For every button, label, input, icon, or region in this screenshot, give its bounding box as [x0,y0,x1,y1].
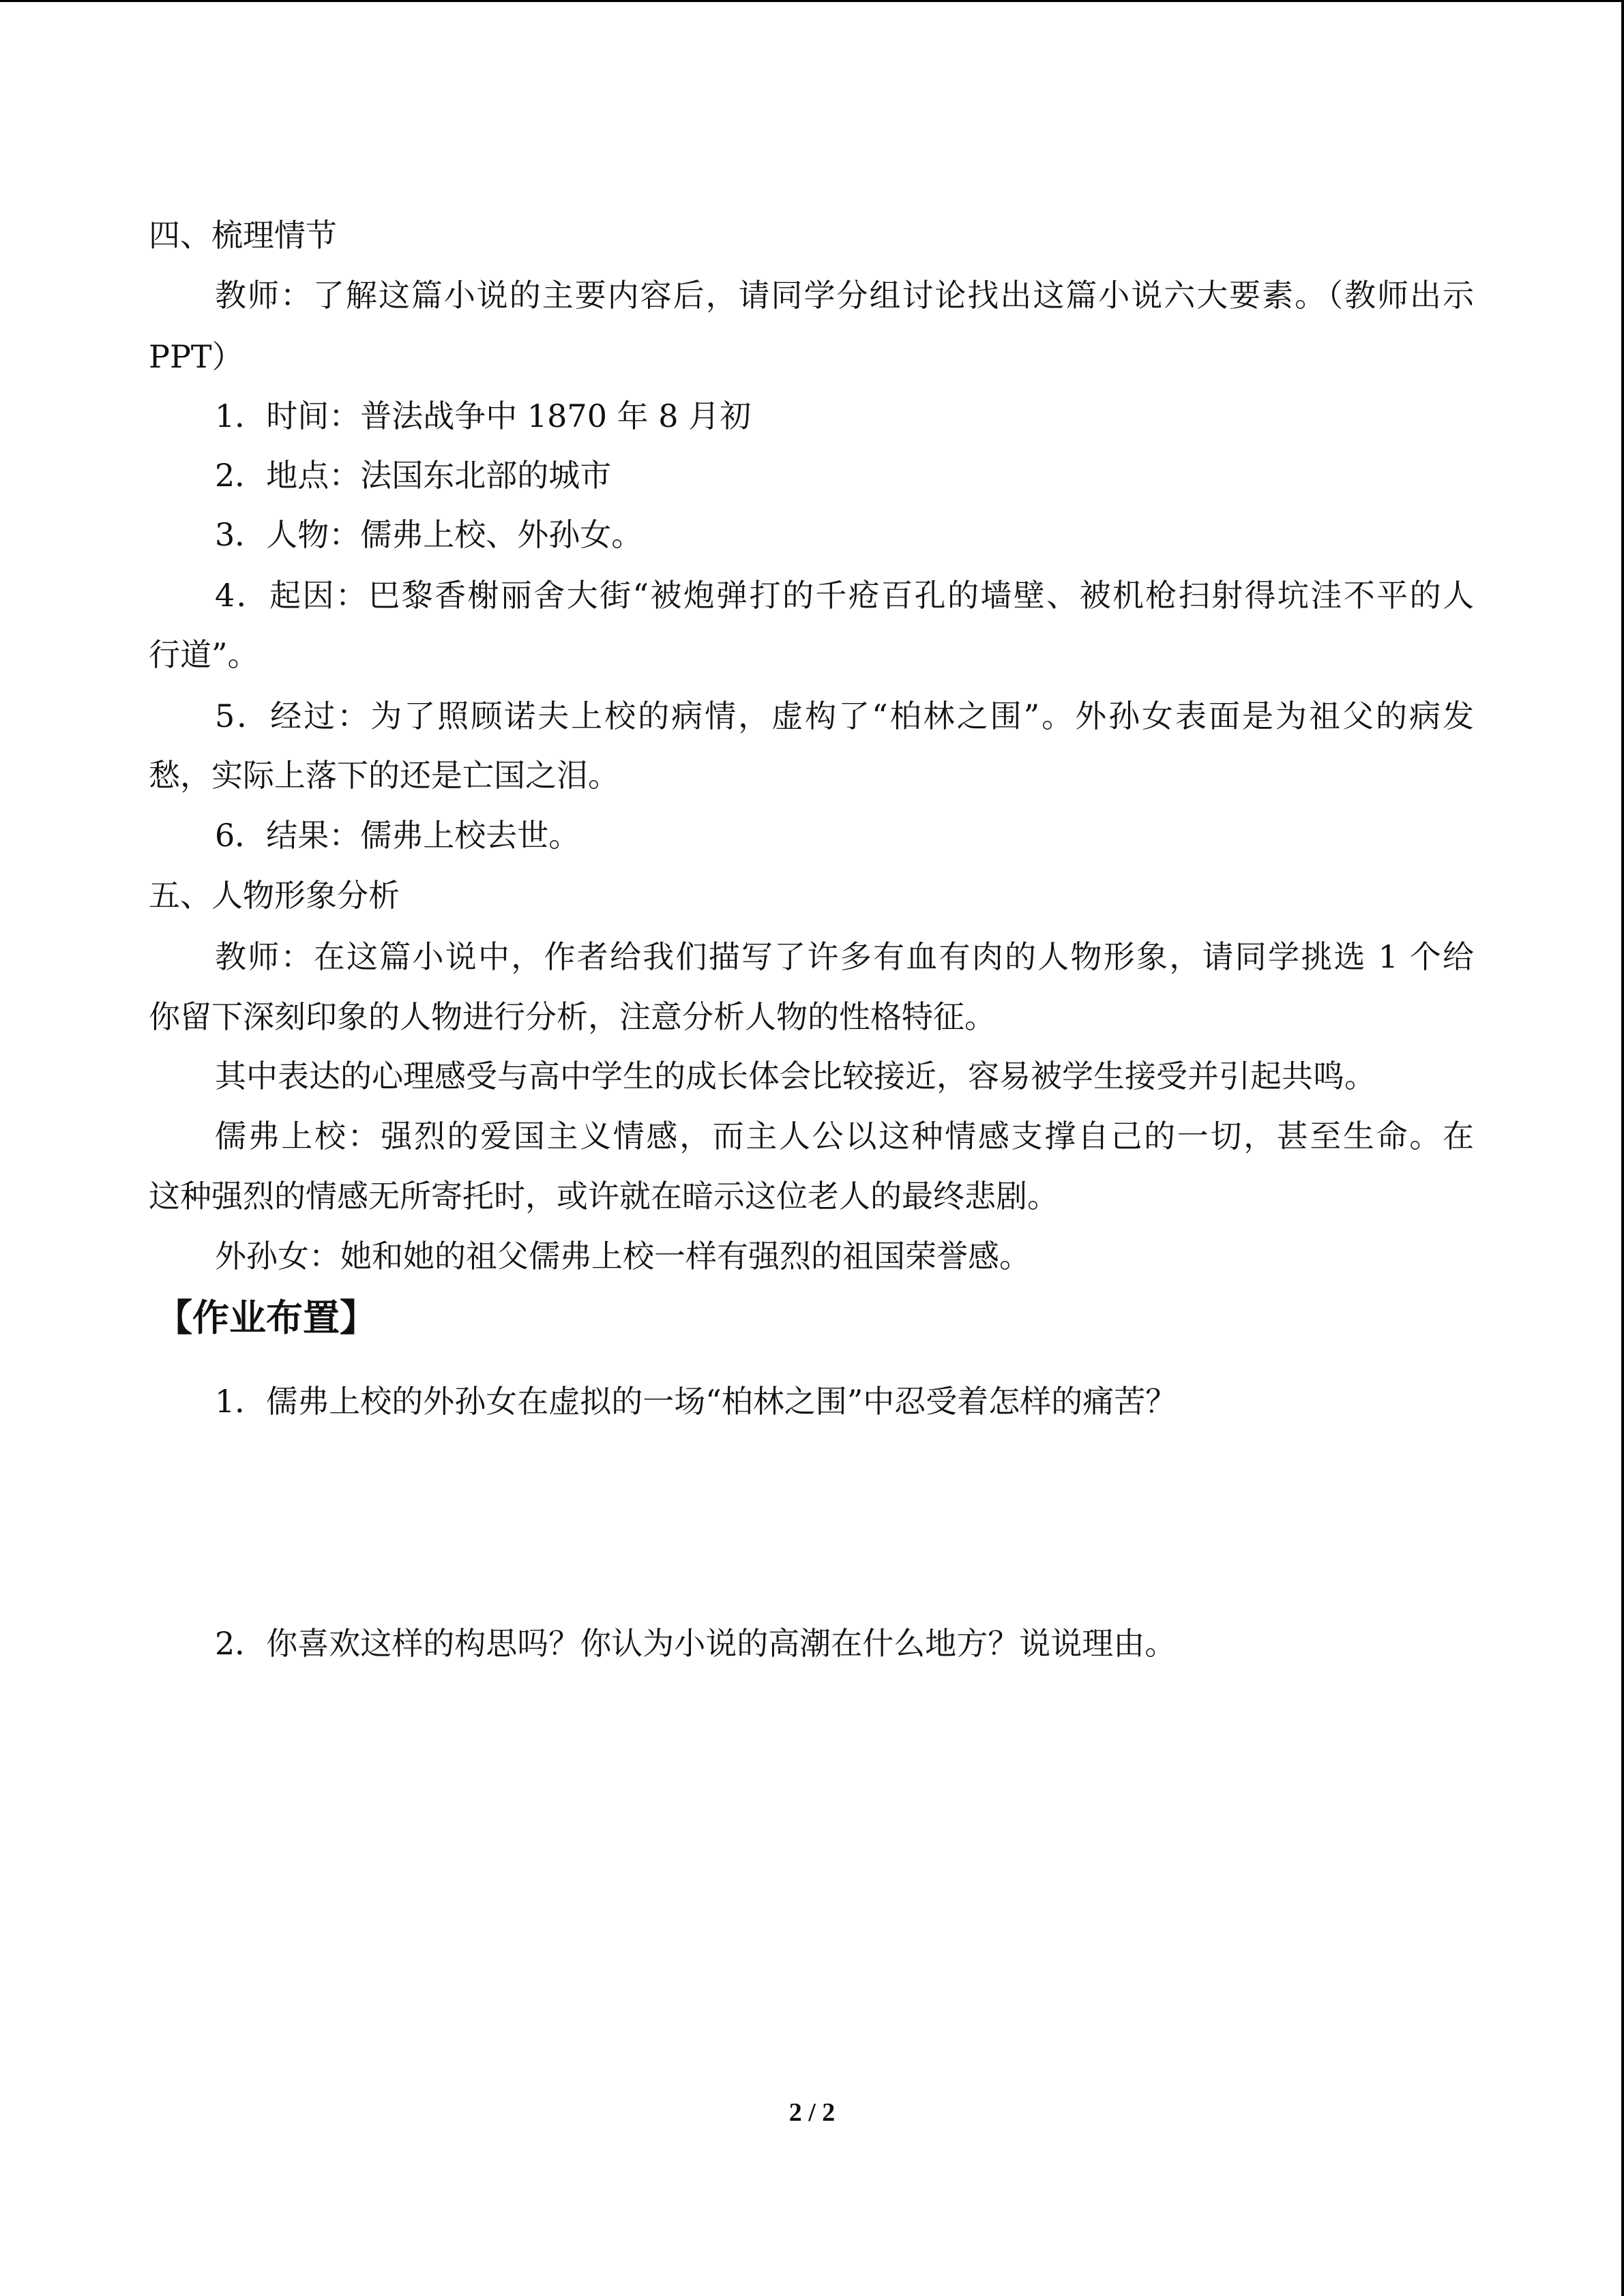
granddaughter-analysis: 外孙女：她和她的祖父儒弗上校一样有强烈的祖国荣誉感。 [215,1238,1031,1274]
section5-intro-line1: 教师：在这篇小说中，作者给我们描写了许多有血有肉的人物形象，请同学挑选 1 个给 [215,938,1474,975]
section5-paragraph: 其中表达的心理感受与高中学生的成长体会比较接近，容易被学生接受并引起共鸣。 [215,1058,1376,1094]
plot-item-result: 6．结果：儒弗上校去世。 [215,817,580,854]
plot-item-process-line2: 愁，实际上落下的还是亡国之泪。 [149,757,619,794]
section5-heading: 五、人物形象分析 [149,877,400,914]
colonel-analysis-line2: 这种强烈的情感无所寄托时，或许就在暗示这位老人的最终悲剧。 [149,1178,1059,1214]
plot-item-process-line1: 5．经过：为了照顾诺夫上校的病情，虚构了“柏林之围”。外孙女表面是为祖父的病发 [215,698,1474,734]
page-top-border [0,0,1624,2]
colonel-analysis-line1: 儒弗上校：强烈的爱国主义情感，而主人公以这种情感支撑自己的一切，甚至生命。在 [215,1118,1474,1154]
page-number: 2 / 2 [788,2098,836,2127]
plot-item-time: 1．时间：普法战争中 1870 年 8 月初 [215,398,752,434]
plot-item-cause-line2: 行道”。 [149,636,259,673]
plot-item-cause-line1: 4．起因：巴黎香榭丽舍大街“被炮弹打的千疮百孔的墙壁、被机枪扫射得坑洼不平的人 [215,577,1474,614]
homework-question-2: 2．你喜欢这样的构思吗？你认为小说的高潮在什么地方？说说理由。 [215,1625,1177,1662]
homework-heading: 【作业布置】 [156,1296,377,1339]
section4-intro-line1: 教师：了解这篇小说的主要内容后，请同学分组讨论找出这篇小说六大要素。（教师出示 [215,277,1474,314]
section4-intro-line2: PPT） [149,338,243,375]
plot-item-place: 2．地点：法国东北部的城市 [215,457,612,494]
section5-intro-line2: 你留下深刻印象的人物进行分析，注意分析人物的性格特征。 [149,998,996,1035]
section4-heading: 四、梳理情节 [149,217,337,254]
plot-item-characters: 3．人物：儒弗上校、外孙女。 [215,516,643,553]
homework-question-1: 1．儒弗上校的外孙女在虚拟的一场“柏林之围”中忍受着怎样的痛苦？ [215,1383,1177,1420]
